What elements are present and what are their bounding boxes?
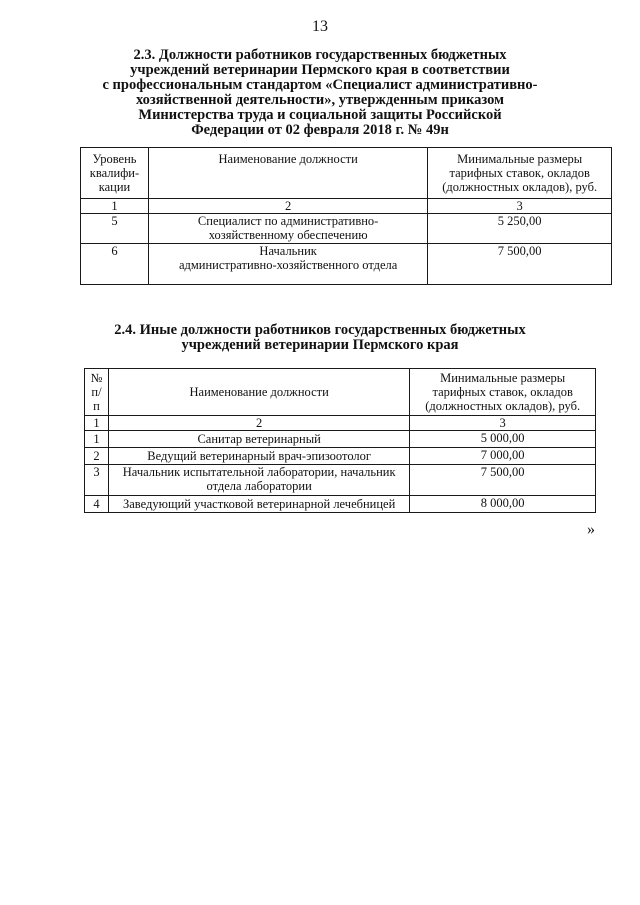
- column-number-row: [85, 416, 596, 431]
- header-min-salary: Минимальные размеры тарифных ставок, окладов (должностных окладов), руб.: [410, 369, 596, 416]
- section-title-2-4: [0, 323, 640, 353]
- table-row: [81, 244, 612, 285]
- header-position-name: Наименование должности: [108, 369, 409, 416]
- cell-level: 6: [81, 244, 149, 285]
- other-positions-salary-table: [84, 368, 596, 513]
- header-level: Уровень квалифи- кации: [81, 148, 149, 199]
- title-line: Федерации от 02 февраля 2018 г. № 49н: [191, 122, 449, 138]
- column-number: 1: [81, 199, 149, 214]
- title-line: учреждений ветеринарии Пермского края в соответствии: [130, 62, 510, 78]
- table-row: [81, 214, 612, 244]
- section-title-2-3: [0, 48, 640, 138]
- title-line: с профессиональным стандартом «Специалист административно-: [102, 77, 538, 93]
- table-header-row: [81, 148, 612, 199]
- column-number: 3: [410, 416, 596, 431]
- table-row: [85, 448, 596, 465]
- cell-salary: 5 000,00: [410, 431, 596, 448]
- column-number: 2: [108, 416, 409, 431]
- page-number: 13: [312, 18, 328, 35]
- header-min-salary: Минимальные размеры тарифных ставок, окладов (должностных окладов), руб.: [428, 148, 612, 199]
- table-header-row: [85, 369, 596, 416]
- column-number: 1: [85, 416, 109, 431]
- table-row: [85, 465, 596, 496]
- column-number: 2: [148, 199, 427, 214]
- cell-row-number: 4: [85, 496, 109, 513]
- cell-level: 5: [81, 214, 149, 244]
- cell-row-number: 3: [85, 465, 109, 496]
- cell-salary: 8 000,00: [410, 496, 596, 513]
- cell-salary: 5 250,00: [428, 214, 612, 244]
- title-line: учреждений ветеринарии Пермского края: [181, 337, 459, 353]
- cell-position-name: Специалист по административно- хозяйственному обеспечению: [148, 214, 427, 244]
- title-line: 2.4. Иные должности работников государственных бюджетных: [114, 322, 526, 338]
- cell-position-name: Санитар ветеринарный: [108, 431, 409, 448]
- closing-quote-mark: »: [587, 521, 595, 538]
- cell-row-number: 2: [85, 448, 109, 465]
- cell-row-number: 1: [85, 431, 109, 448]
- cell-position-name: Начальник административно-хозяйственного отдела: [148, 244, 427, 285]
- column-number-row: [81, 199, 612, 214]
- title-line: 2.3. Должности работников государственных бюджетных: [133, 47, 507, 63]
- title-line: хозяйственной деятельности», утвержденным приказом: [135, 92, 504, 108]
- cell-position-name: Ведущий ветеринарный врач-эпизоотолог: [108, 448, 409, 465]
- table-row: [85, 431, 596, 448]
- qualification-salary-table: [80, 147, 612, 285]
- cell-salary: 7 500,00: [410, 465, 596, 496]
- title-line: Министерства труда и социальной защиты Российской: [138, 107, 502, 123]
- header-position-name: Наименование должности: [148, 148, 427, 199]
- cell-salary: 7 000,00: [410, 448, 596, 465]
- header-row-number: № п/п: [85, 369, 109, 416]
- cell-position-name: Заведующий участковой ветеринарной лечебницей: [108, 496, 409, 513]
- table-row: [85, 496, 596, 513]
- cell-salary: 7 500,00: [428, 244, 612, 285]
- cell-position-name: Начальник испытательной лаборатории, начальник отдела лаборатории: [108, 465, 409, 496]
- column-number: 3: [428, 199, 612, 214]
